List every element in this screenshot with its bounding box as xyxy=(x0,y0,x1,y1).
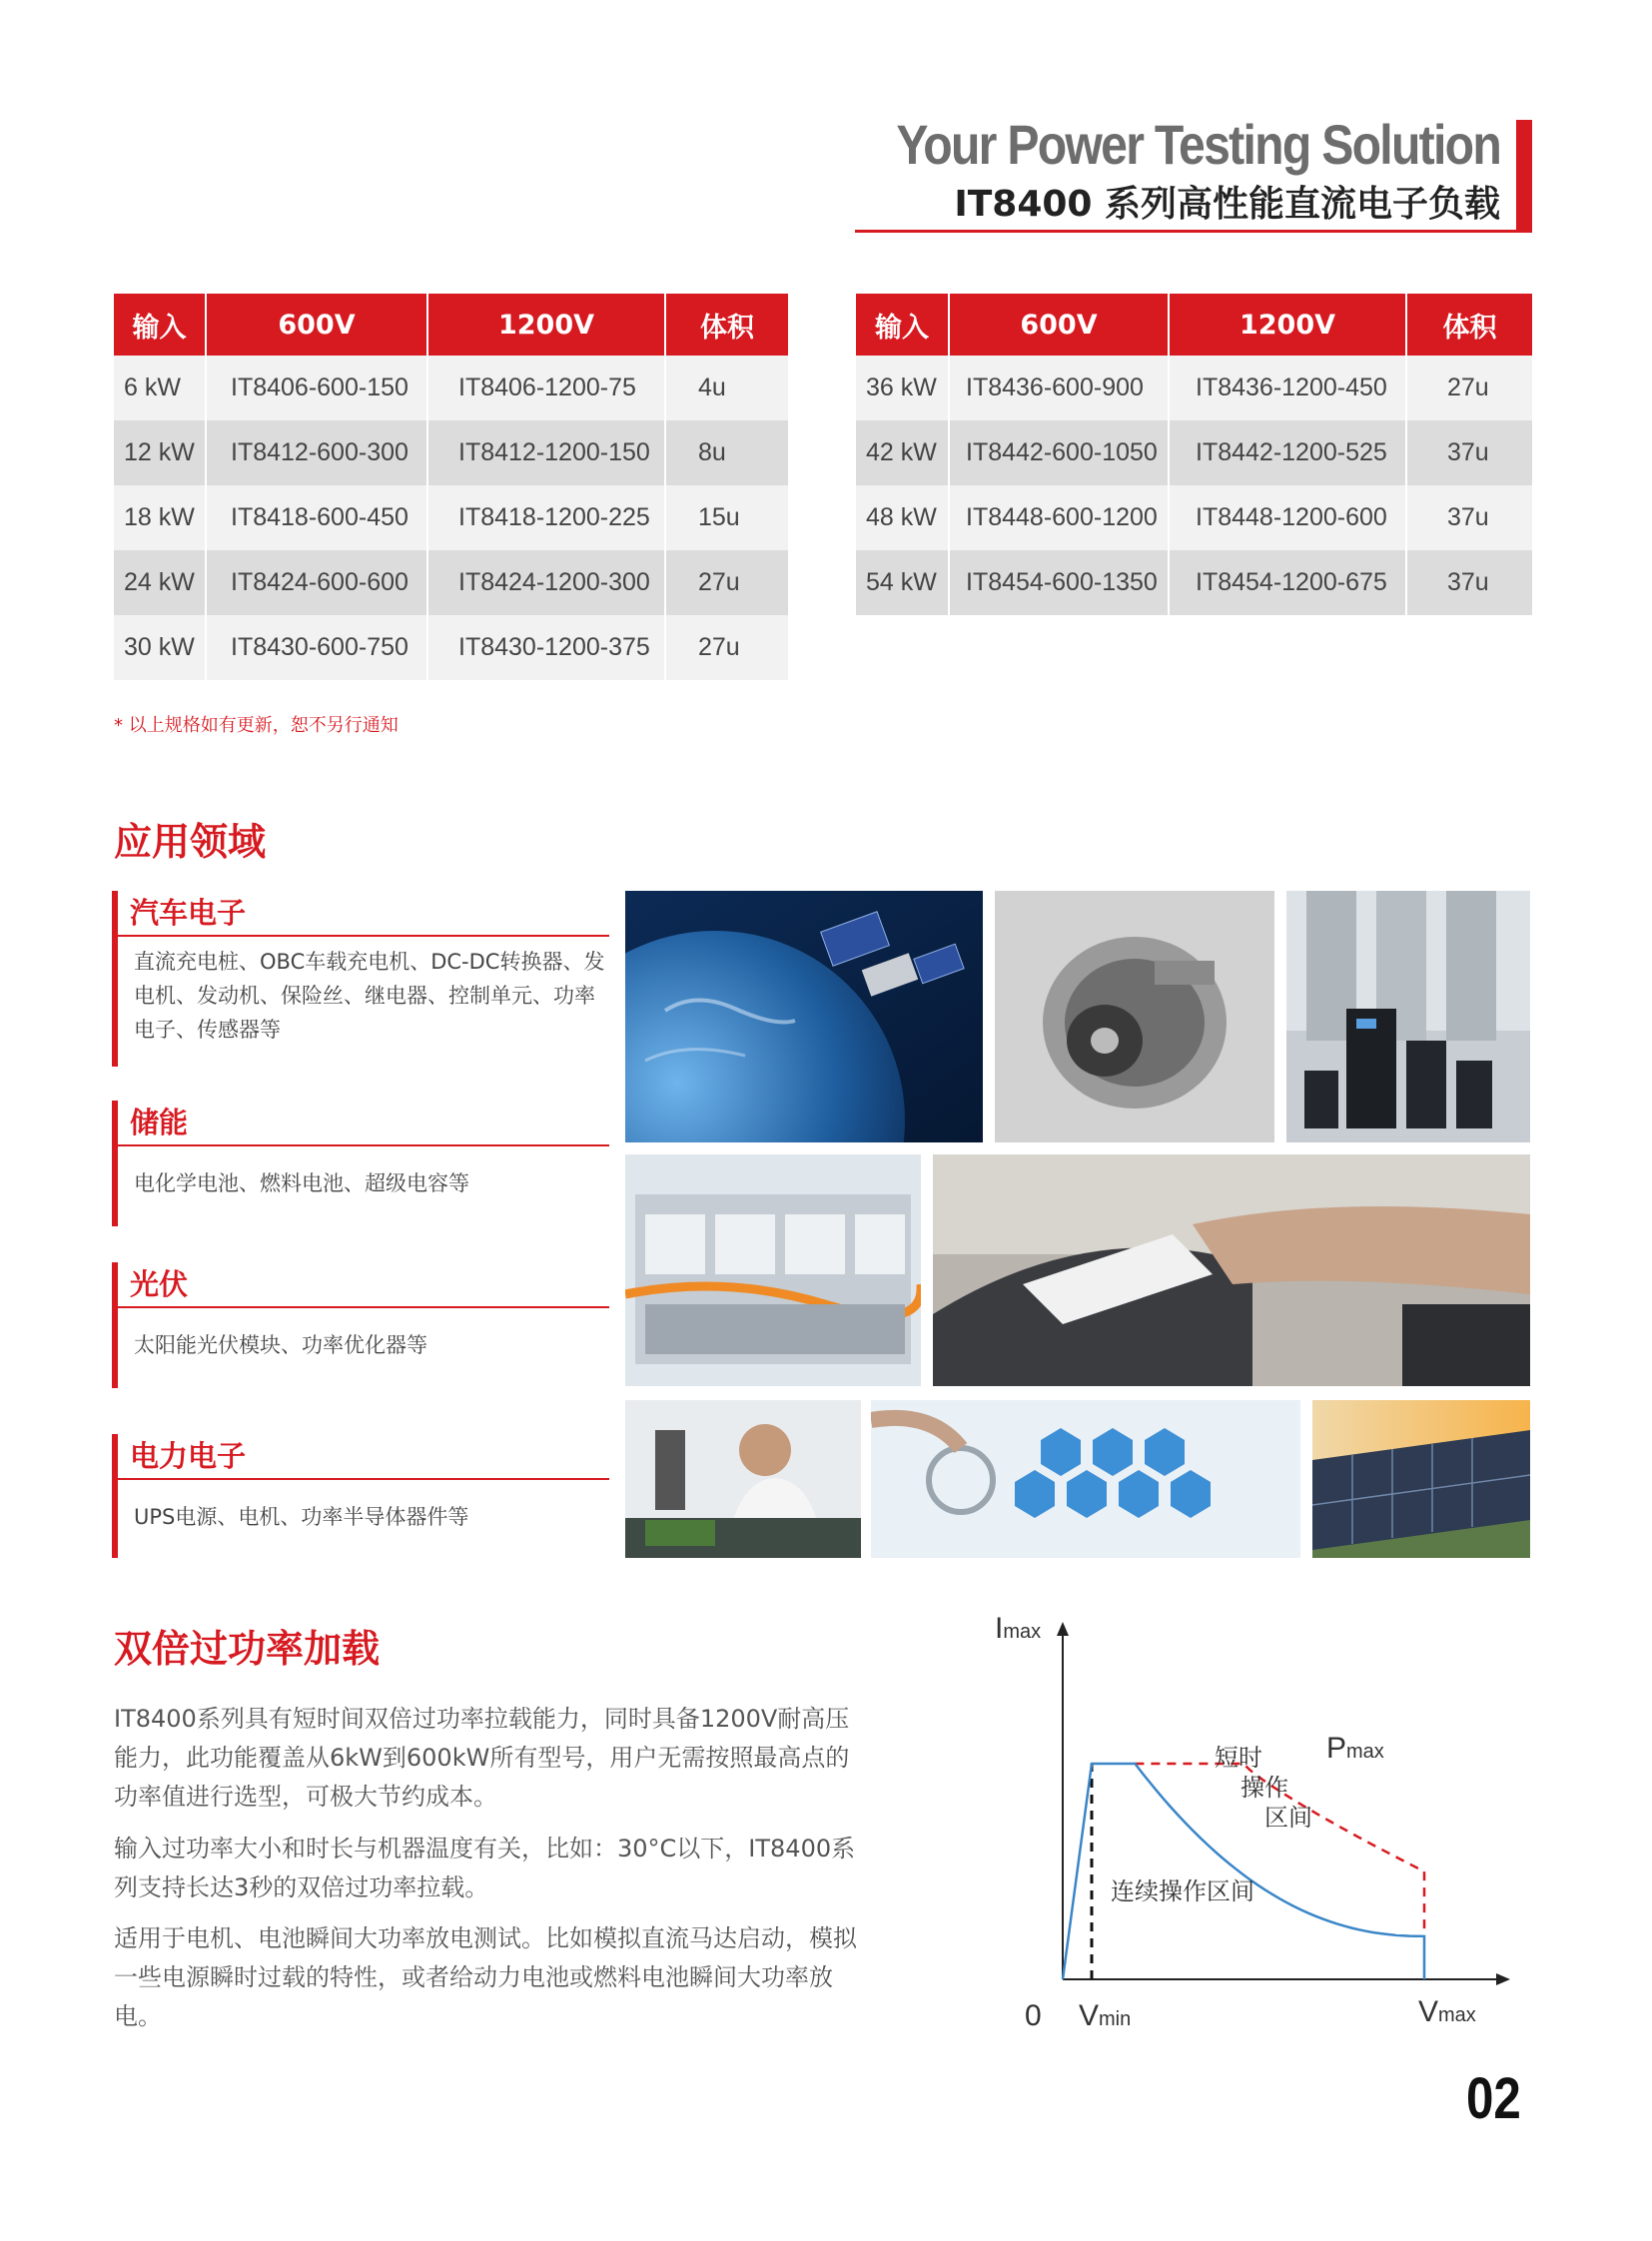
table-cell: 12 kW xyxy=(114,420,206,485)
table-cell: IT8406-1200-75 xyxy=(427,356,665,420)
table-cell: IT8424-600-600 xyxy=(206,550,427,615)
applications-title: 应用领域 xyxy=(114,820,267,864)
imax-label: Imax xyxy=(995,1612,1042,1645)
solar-panels-image xyxy=(1312,1400,1530,1558)
origin-label: 0 xyxy=(1025,1999,1042,2032)
spec-table-right xyxy=(856,294,1532,615)
table-cell: IT8448-600-1200 xyxy=(949,485,1169,550)
header-accent-bar xyxy=(1516,120,1532,232)
col-header-600v: 600V xyxy=(206,294,427,356)
vmin-label: Vmin xyxy=(1079,1999,1132,2032)
table-cell: IT8424-1200-300 xyxy=(427,550,665,615)
table-cell: IT8412-600-300 xyxy=(206,420,427,485)
alternator-image xyxy=(995,891,1274,1142)
table-cell: 27u xyxy=(665,550,788,615)
table-cell: IT8412-1200-150 xyxy=(427,420,665,485)
spec-table-left xyxy=(114,294,788,680)
table-cell: IT8442-1200-525 xyxy=(1169,420,1406,485)
table-cell: 18 kW xyxy=(114,485,206,550)
table-cell: 37u xyxy=(1406,420,1532,485)
table-cell: IT8436-1200-450 xyxy=(1169,356,1406,420)
y-axis-arrow xyxy=(1057,1622,1069,1636)
table-row xyxy=(856,550,1532,615)
table-cell: IT8436-600-900 xyxy=(949,356,1169,420)
table-cell: IT8418-600-450 xyxy=(206,485,427,550)
table-row xyxy=(114,550,788,615)
table-cell: IT8418-1200-225 xyxy=(427,485,665,550)
ev-charger-image xyxy=(933,1154,1530,1386)
header-underline xyxy=(855,230,1532,233)
table-cell: 30 kW xyxy=(114,615,206,680)
table-cell: 4u xyxy=(665,356,788,420)
col-header-1200v: 1200V xyxy=(1169,294,1406,356)
server-ups-image xyxy=(1286,891,1530,1142)
table-cell: 27u xyxy=(665,615,788,680)
header-title-cn: IT8400 系列高性能直流电子负载 xyxy=(954,184,1500,225)
table-cell: 36 kW xyxy=(856,356,949,420)
category-title: 储能 xyxy=(118,1101,609,1146)
table-cell: 48 kW xyxy=(856,485,949,550)
category-automotive xyxy=(112,891,609,1067)
col-header-volume: 体积 xyxy=(665,294,788,356)
short-zone-label: 短时 xyxy=(1215,1744,1262,1772)
col-header-input: 输入 xyxy=(856,294,949,356)
table-cell: 37u xyxy=(1406,550,1532,615)
category-energy-storage xyxy=(112,1101,609,1226)
x-axis-arrow xyxy=(1496,1973,1510,1985)
overpower-paragraph: 适用于电机、电池瞬间大功率放电测试。比如模拟直流马达启动，模拟一些电源瞬时过载的特性，或者给动力电池或燃料电池瞬间大功率放电。 xyxy=(114,1924,857,2030)
page-number: 02 xyxy=(1466,2066,1521,2131)
table-cell: 6 kW xyxy=(114,356,206,420)
table-row xyxy=(114,356,788,420)
category-title: 汽车电子 xyxy=(118,891,609,937)
continuous-zone-label: 连续操作区间 xyxy=(1111,1877,1254,1905)
table-row xyxy=(856,420,1532,485)
col-header-input: 输入 xyxy=(114,294,206,356)
table-cell: IT8442-600-1050 xyxy=(949,420,1169,485)
table-cell: 15u xyxy=(665,485,788,550)
overpower-paragraph: IT8400系列具有短时间双倍过功率拉载能力，同时具备1200V耐高压能力，此功能覆盖从6kW到600kW所有型号，用户无需按照最高点的功率值进行选型，可极大节约成本。 xyxy=(114,1705,850,1811)
category-desc: 直流充电桩、OBC车载充电机、DC-DC转换器、发电机、发动机、保险丝、继电器、控制单元、功率电子、传感器等 xyxy=(134,950,605,1042)
category-desc: UPS电源、电机、功率半导体器件等 xyxy=(134,1505,469,1529)
header-title-en: Your Power Testing Solution xyxy=(896,113,1500,176)
overpower-paragraph: 输入过功率大小和时长与机器温度有关，比如：30°C以下，IT8400系列支持长达3秒的双倍过功率拉载。 xyxy=(114,1835,856,1901)
battery-pack-image xyxy=(625,1154,921,1386)
table-cell: IT8430-1200-375 xyxy=(427,615,665,680)
table-cell: 42 kW xyxy=(856,420,949,485)
table-cell: 54 kW xyxy=(856,550,949,615)
table-cell: 27u xyxy=(1406,356,1532,420)
short-zone-label: 操作 xyxy=(1240,1774,1288,1802)
spec-note: * 以上规格如有更新，恕不另行通知 xyxy=(114,715,399,736)
table-cell: IT8406-600-150 xyxy=(206,356,427,420)
category-desc: 太阳能光伏模块、功率优化器等 xyxy=(134,1333,427,1357)
category-power-electronics xyxy=(112,1434,609,1558)
col-header-600v: 600V xyxy=(949,294,1169,356)
table-cell: IT8454-1200-675 xyxy=(1169,550,1406,615)
vmax-label: Vmax xyxy=(1418,1995,1476,2028)
pmax-label: Pmax xyxy=(1326,1732,1384,1765)
category-desc: 电化学电池、燃料电池、超级电容等 xyxy=(134,1171,469,1195)
short-zone-label: 区间 xyxy=(1264,1804,1312,1832)
operating-zone-chart xyxy=(979,1598,1528,2037)
col-header-volume: 体积 xyxy=(1406,294,1532,356)
engineer-lab-image xyxy=(625,1400,861,1558)
satellite-earth-image xyxy=(625,891,983,1142)
table-row xyxy=(114,485,788,550)
category-title: 光伏 xyxy=(118,1262,609,1308)
table-cell: 24 kW xyxy=(114,550,206,615)
table-row xyxy=(856,356,1532,420)
table-row xyxy=(114,615,788,680)
col-header-1200v: 1200V xyxy=(427,294,665,356)
table-cell: IT8430-600-750 xyxy=(206,615,427,680)
medical-icons-image xyxy=(871,1400,1300,1558)
table-cell: IT8448-1200-600 xyxy=(1169,485,1406,550)
table-cell: 37u xyxy=(1406,485,1532,550)
category-photovoltaic xyxy=(112,1262,609,1388)
category-title: 电力电子 xyxy=(118,1434,609,1480)
table-row xyxy=(114,420,788,485)
table-cell: 8u xyxy=(665,420,788,485)
table-cell: IT8454-600-1350 xyxy=(949,550,1169,615)
table-row xyxy=(856,485,1532,550)
overpower-title: 双倍过功率加载 xyxy=(114,1627,381,1671)
